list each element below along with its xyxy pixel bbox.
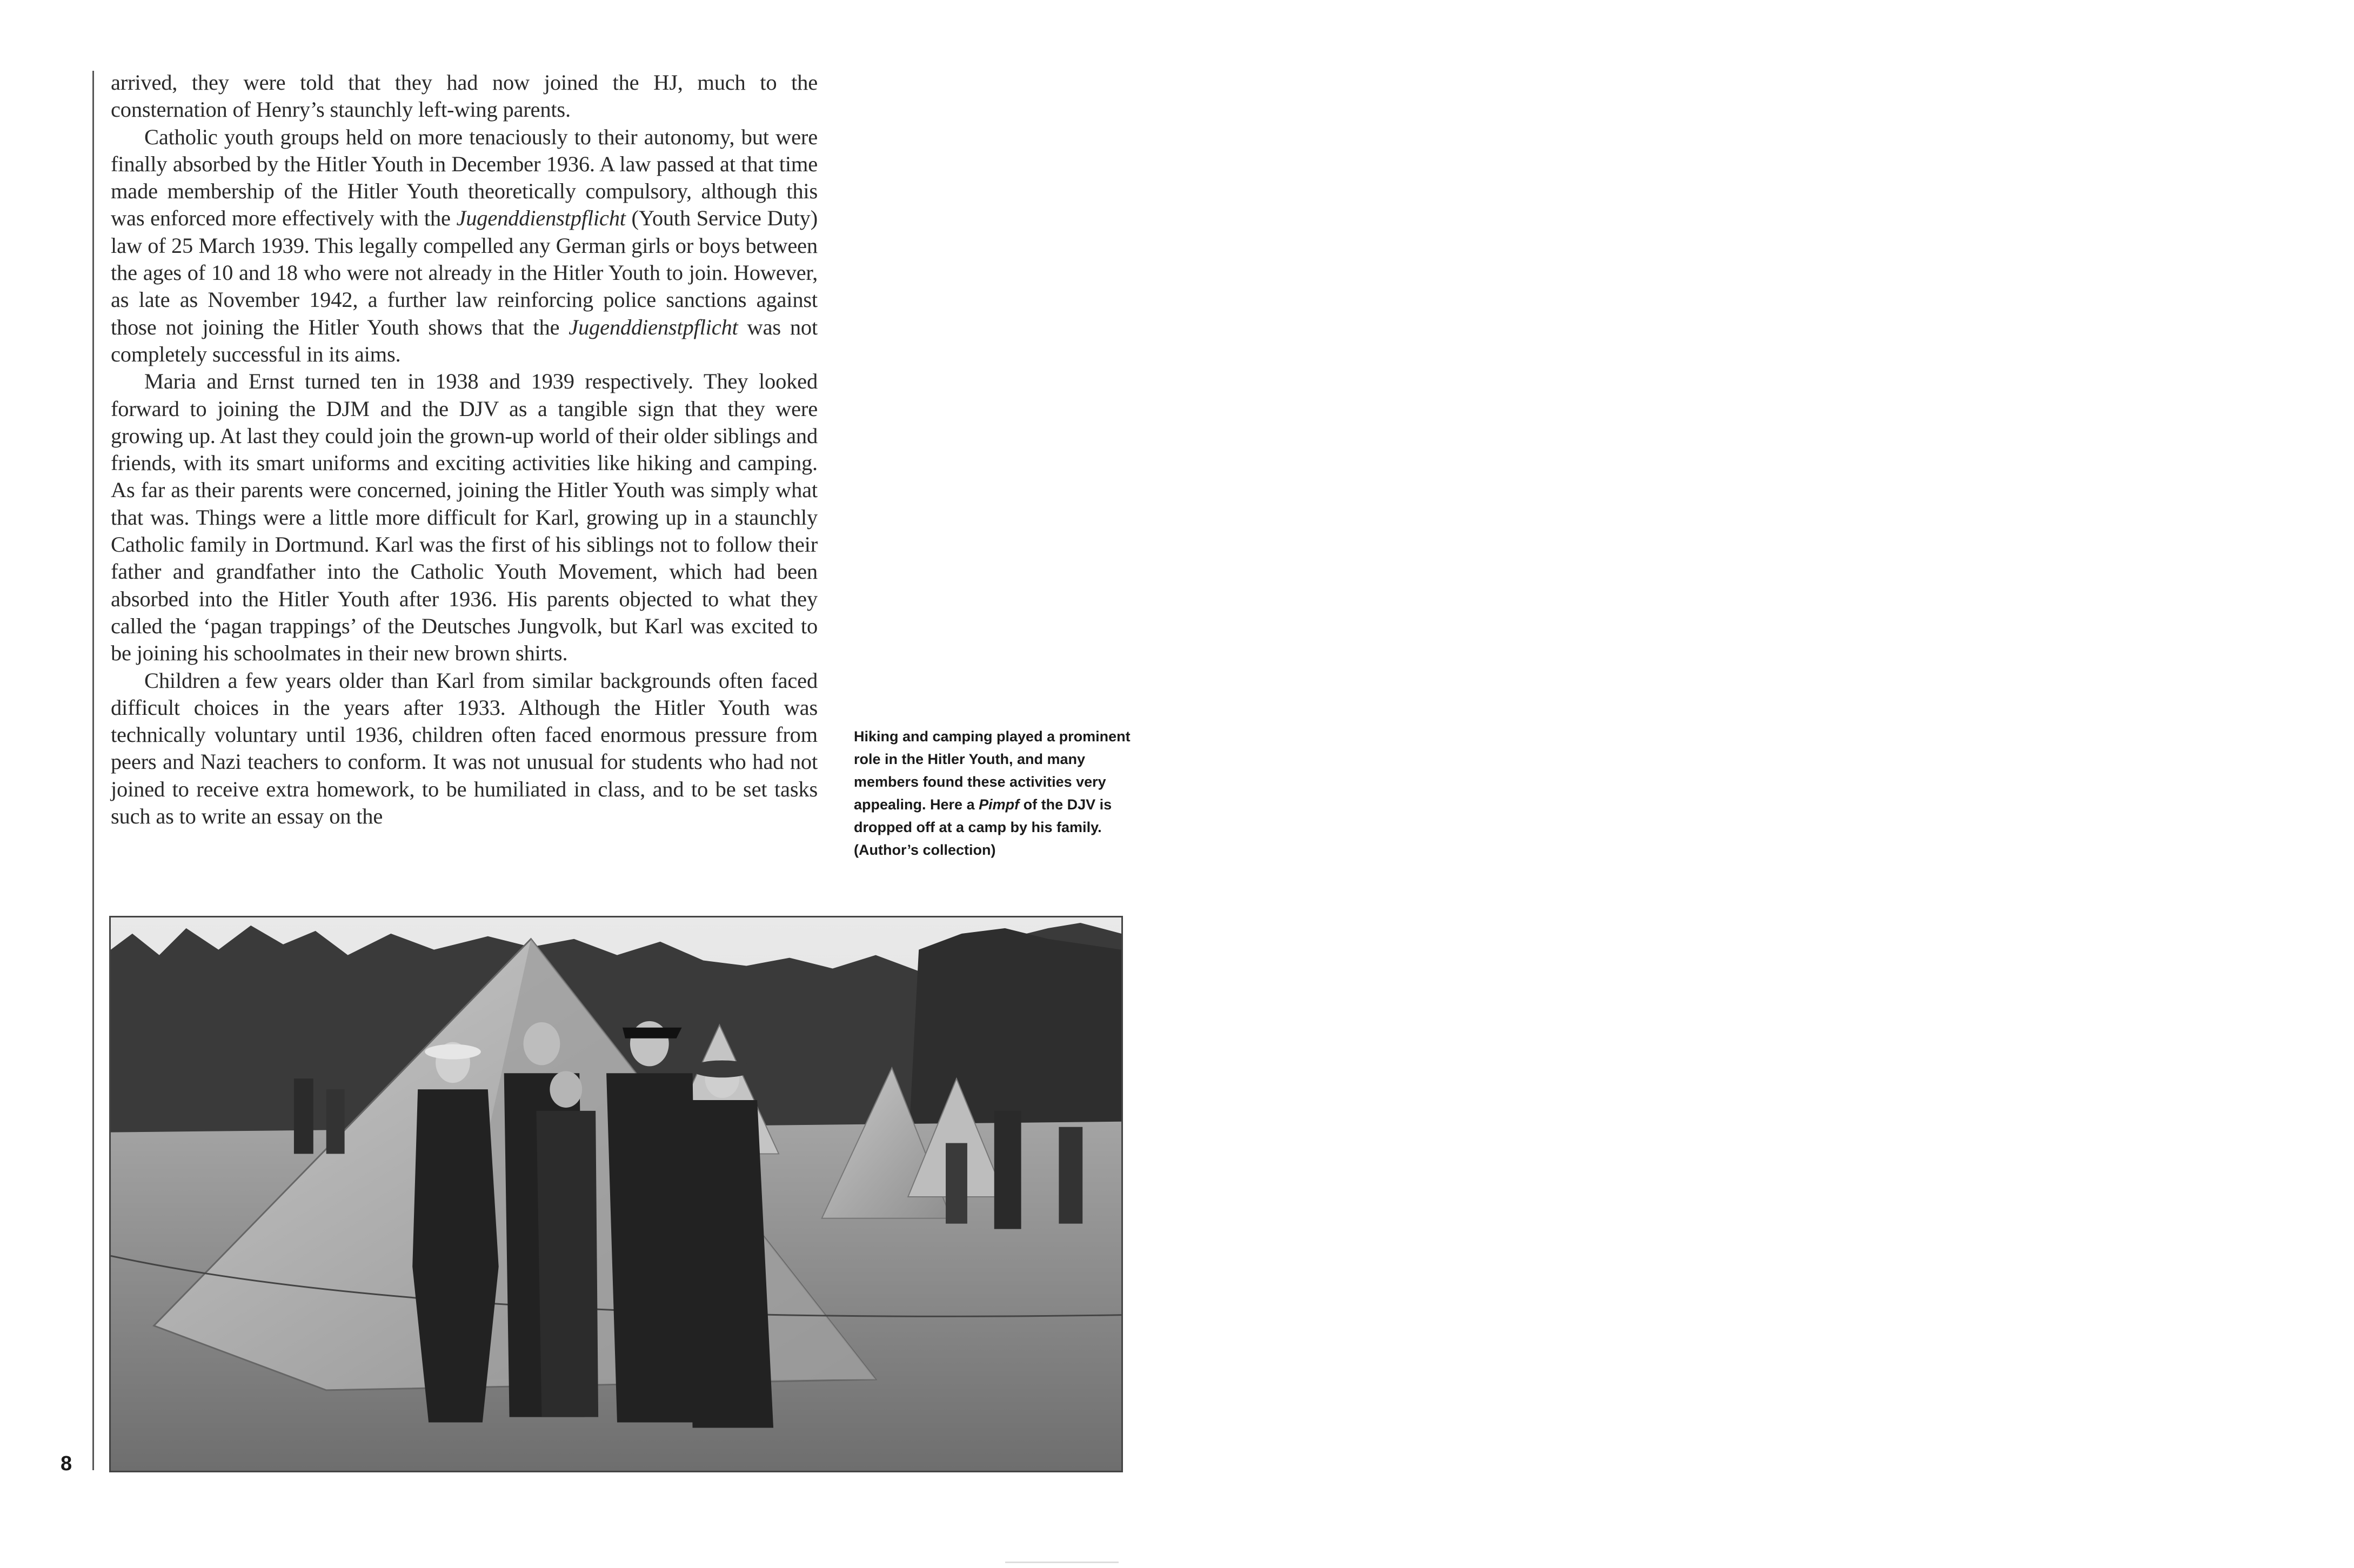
paragraph-text: Children a few years older than Karl from similar backgrounds often faced difficult choices in the years after 1933. Although the Hitler Youth was technically voluntary until 1936, children often faced enormous pressure from peers and Nazi teachers to conform. It was not unusual for students who had not joined to receive extra homework, to be humiliated in class, and to be set tasks such as to write an essay on the bbox=[111, 668, 818, 829]
caption-text-after: of the DJV is dropped off at a camp by his family. (Author’s collection) bbox=[854, 796, 1112, 858]
italic-term: Jugenddienstpflicht bbox=[569, 314, 738, 339]
body-paragraph bbox=[111, 368, 818, 667]
caption-italic-term: Pimpf bbox=[979, 796, 1020, 813]
margin-rule bbox=[92, 71, 94, 1470]
body-paragraph bbox=[111, 124, 818, 368]
camp-photo-illustration bbox=[111, 917, 1121, 1471]
paragraph-text: was not completely successful in its aims. bbox=[111, 314, 818, 366]
body-text bbox=[111, 69, 818, 830]
paragraph-text: Maria and Ernst turned ten in 1938 and 1939 respectively. They looked forward to joining the DJM and the DJV as a tangible sign that they were growing up. At last they could join the grown-up world of their older siblings and friends, with its smart uniforms and exciting activities like hiking and camping. As far as their parents were concerned, joining the Hitler Youth was simply what that was. Things were a little more difficult for Karl, growing up in a staunchly Catholic family in Dortmund. Karl was the first of his siblings not to follow their father and grandfather into the Catholic Youth Movement, which had been absorbed into the Hitler Youth after 1936. His parents objected to what they called the ‘pagan trappings’ of the Deutsches Jungvolk, but Karl was excited to be joining his schoolmates in their new brown shirts. bbox=[111, 369, 818, 666]
caption-text-before: Hiking and camping played a prominent role in the Hitler Youth, and many members found these activities very appealing. Here a bbox=[854, 728, 1131, 813]
paragraph-text: (Youth Service Duty) law of 25 March 1939. This legally compelled any German girls or boys between the ages of 10 and 18 who were not already in the Hitler Youth to join. However, as late as November 1942, a further law reinforcing police sanctions against those not joining the Hitler Youth shows that the bbox=[111, 206, 818, 339]
paragraph-text: arrived, they were told that they had now joined the HJ, much to the consternation of Henry’s staunchly left-wing parents. bbox=[111, 70, 818, 122]
italic-term: Jugenddienstpflicht bbox=[456, 206, 626, 231]
paragraph-text: Catholic youth groups held on more tenaciously to their autonomy, but were finally absorbed by the Hitler Youth in December 1936. A law passed at that time made membership of the Hitler Youth theoretically compulsory, although this was enforced more effectively with the bbox=[111, 124, 818, 231]
camp-photograph bbox=[109, 916, 1123, 1472]
photo-caption bbox=[854, 725, 1135, 861]
page-number: 8 bbox=[61, 1452, 72, 1475]
body-paragraph bbox=[111, 667, 818, 830]
bottom-edge-mark bbox=[1005, 1562, 1119, 1563]
body-paragraph bbox=[111, 69, 818, 124]
